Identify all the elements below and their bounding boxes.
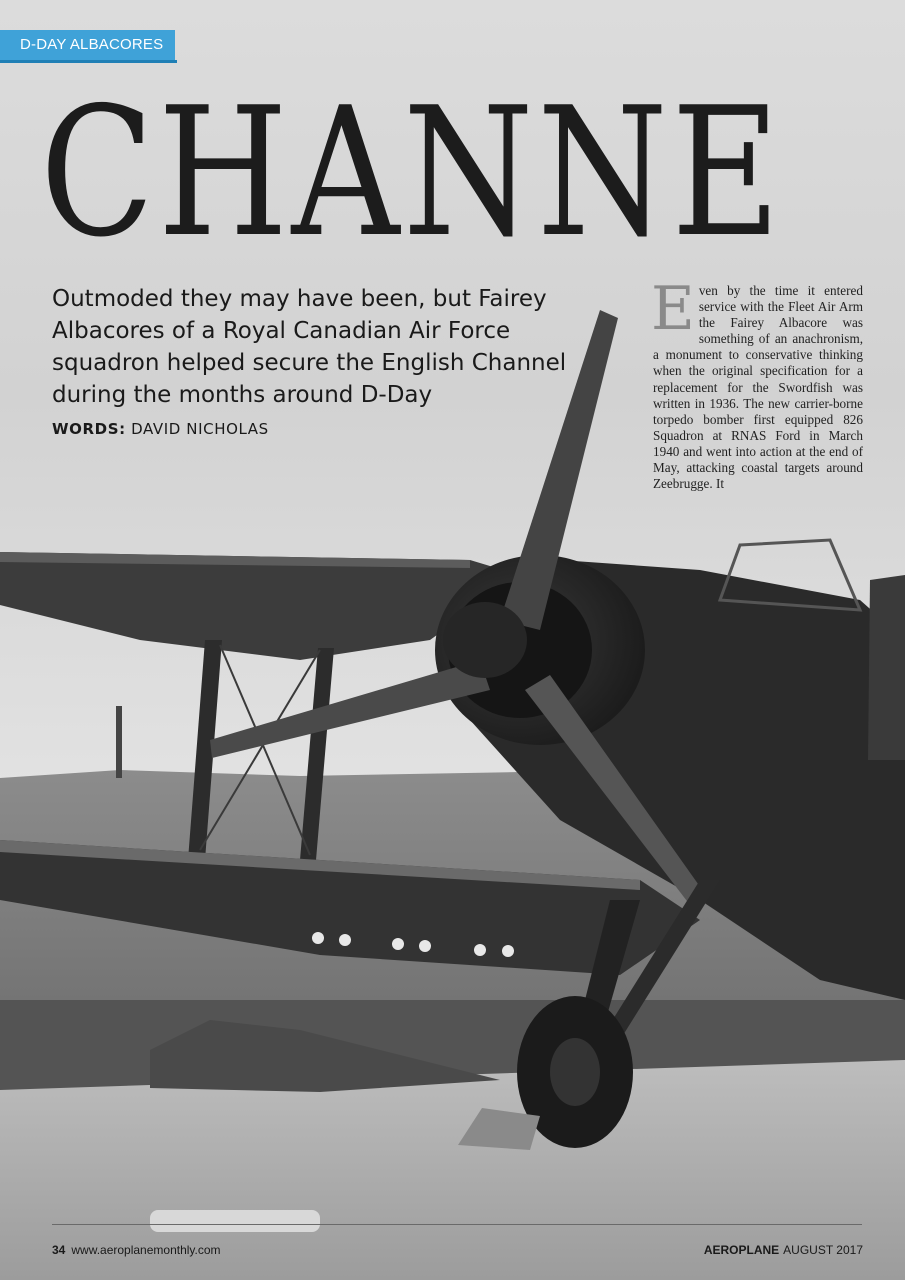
website-url: www.aeroplanemonthly.com [71,1243,221,1257]
footer-divider [52,1224,862,1225]
drop-cap: E [651,274,695,344]
page-number: 34 [52,1243,66,1257]
headline: CHANNE [40,69,784,276]
byline-label: WORDS: [52,420,126,438]
issue-date: AUGUST 2017 [783,1243,863,1257]
standfirst: Outmoded they may have been, but Fairey Albacores of a Royal Canadian Air Force squadron helped secure the English Channel during the months around D-Day [52,286,567,408]
footer-left [52,1243,221,1257]
byline-author: DAVID NICHOLAS [131,420,269,438]
body-text [651,274,863,492]
byline [52,420,269,438]
footer-right [704,1243,863,1257]
section-tag: D-DAY ALBACORES [0,30,175,60]
magazine-name: AEROPLANE [703,1243,780,1257]
section-tag-underline [0,60,177,63]
body-paragraph: ven by the time it entered service with the Fleet Air Arm the Fairey Albacore was something of an anachronism, a monument to conservative thinking when the original specification for a replacement for the Swordfish was written in 1936. The new carrier-borne torpedo bomber first equipped 826 Squadron at RNAS Ford in March 1940 and went into action at the end of May, attacking coastal targets around Zeebrugge. It [653,283,863,492]
